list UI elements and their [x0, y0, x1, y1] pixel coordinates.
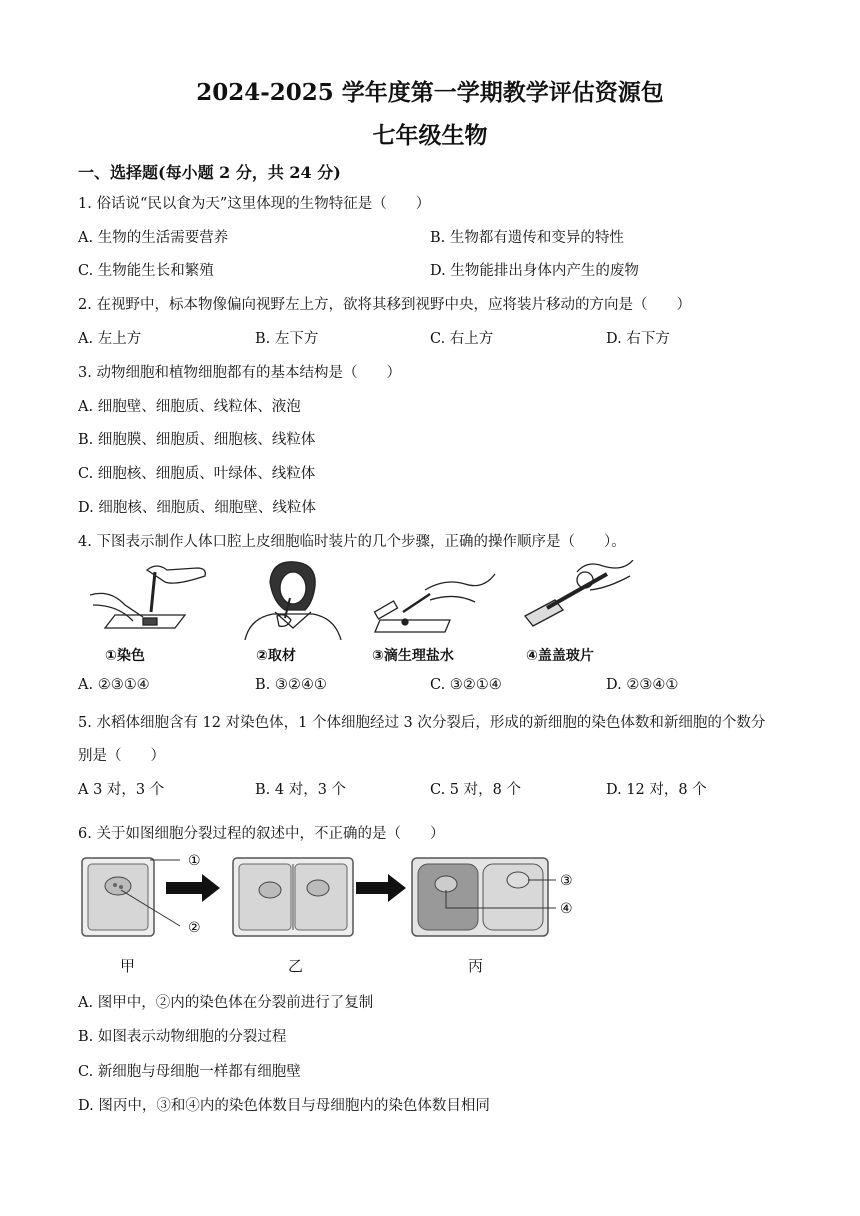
q6-option-d: D. 图丙中，③和④内的染色体数目与母细胞内的染色体数目相同 [78, 1098, 490, 1114]
q3-option-c: C. 细胞核、细胞质、叶绿体、线粒体 [78, 466, 316, 482]
q2-option-d: D. 右下方 [606, 331, 670, 347]
q6-option-b: B. 如图表示动物细胞的分裂过程 [78, 1029, 287, 1045]
q5-option-b: B. 4 对，3 个 [255, 782, 347, 798]
page-title: 2024-2025 学年度第一学期教学评估资源包 [196, 79, 664, 106]
question-5-stem: 5. 水稻体细胞含有 12 对染色体，1 个体细胞经过 3 次分裂后，形成的新细胞的染色体数和新细胞的个数分 [78, 715, 766, 731]
q1-option-d: D. 生物能排出身体内产生的废物 [430, 263, 639, 279]
q6-option-a: A. 图甲中，②内的染色体在分裂前进行了复制 [78, 995, 374, 1011]
cell-bing [412, 858, 556, 936]
figure-caption-3: ③滴生理盐水 [372, 648, 454, 664]
cell-yi [233, 858, 353, 936]
question-5-stem-cont: 别是（ ） [78, 748, 165, 764]
question-1-stem: 1. 俗话说“民以食为天”这里体现的生物特征是（ ） [78, 196, 431, 212]
figure-label-yi: 乙 [288, 957, 304, 975]
q3-option-a: A. 细胞壁、细胞质、线粒体、液泡 [78, 399, 301, 415]
figure-caption-1: ①染色 [105, 648, 145, 664]
marker-2: ② [188, 920, 201, 936]
coverslip-illustration [525, 560, 633, 626]
marker-4: ④ [560, 901, 573, 917]
q5-option-c: C. 5 对，8 个 [430, 782, 521, 798]
figure-caption-2: ②取材 [256, 648, 296, 664]
q3-option-b: B. 细胞膜、细胞质、细胞核、线粒体 [78, 432, 316, 448]
question-6-stem: 6. 关于如图细胞分裂过程的叙述中，不正确的是（ ） [78, 826, 445, 842]
q2-option-a: A. 左上方 [78, 331, 142, 347]
q4-option-b: B. ③②④① [255, 677, 327, 693]
arrow-icon [166, 874, 220, 902]
q5-option-a: A 3 对，3 个 [78, 782, 165, 798]
q4-option-a: A. ②③①④ [78, 677, 150, 693]
sampling-illustration [245, 562, 341, 640]
figure-label-bing: 丙 [468, 957, 484, 975]
question-4-stem: 4. 下图表示制作人体口腔上皮细胞临时装片的几个步骤，正确的操作顺序是（ ）。 [78, 534, 626, 550]
marker-3: ③ [560, 873, 573, 889]
marker-1: ① [188, 853, 201, 869]
q1-option-c: C. 生物能生长和繁殖 [78, 263, 214, 279]
q4-option-c: C. ③②①④ [430, 677, 502, 693]
q1-option-a: A. 生物的生活需要营养 [78, 230, 229, 246]
figure-label-jia: 甲 [120, 957, 136, 975]
cell-jia [82, 858, 180, 936]
cell-division-figure [78, 850, 598, 945]
page-subtitle: 七年级生物 [372, 122, 488, 149]
saline-illustration [374, 574, 495, 632]
q6-option-c: C. 新细胞与母细胞一样都有细胞壁 [78, 1064, 301, 1080]
arrow-icon [356, 874, 406, 902]
slide-steps-figure [85, 560, 635, 640]
q2-option-b: B. 左下方 [255, 331, 319, 347]
staining-illustration [90, 566, 205, 628]
question-3-stem: 3. 动物细胞和植物细胞都有的基本结构是（ ） [78, 365, 401, 381]
question-2-stem: 2. 在视野中，标本物像偏向视野左上方，欲将其移到视野中央，应将装片移动的方向是（ ） [78, 297, 691, 313]
q4-option-d: D. ②③④① [606, 677, 679, 693]
figure-caption-4: ④盖盖玻片 [526, 648, 594, 664]
q1-option-b: B. 生物都有遗传和变异的特性 [430, 230, 624, 246]
q2-option-c: C. 右上方 [430, 331, 494, 347]
q3-option-d: D. 细胞核、细胞质、细胞壁、线粒体 [78, 500, 316, 516]
q5-option-d: D. 12 对，8 个 [606, 782, 707, 798]
section-heading: 一、选择题(每小题 2 分，共 24 分) [78, 163, 341, 182]
